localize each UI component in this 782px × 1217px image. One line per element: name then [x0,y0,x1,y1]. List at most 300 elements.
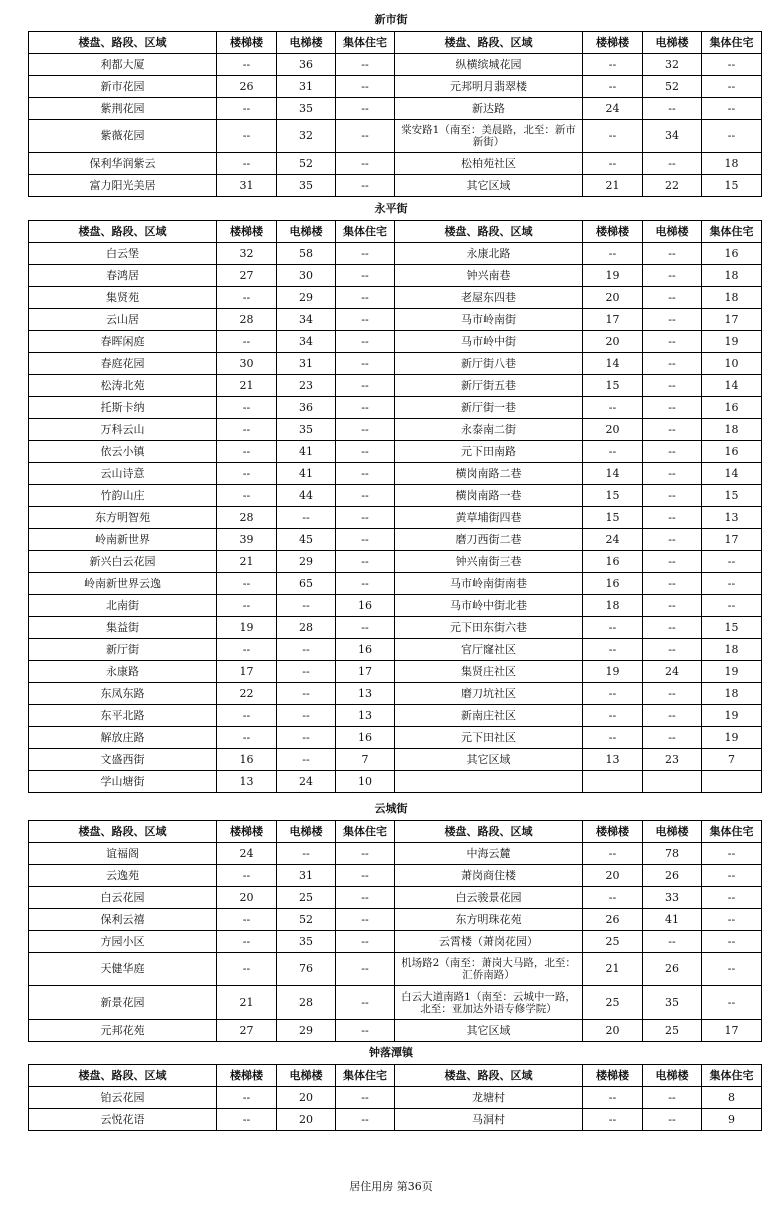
data-table [28,220,762,793]
price-cell: -- [583,887,643,909]
table-row [29,397,762,419]
price-cell: 23 [277,375,336,397]
price-cell: -- [643,419,702,441]
area-name-cell: 新景花园 [29,986,217,1020]
area-name-cell: 磨刀西街二巷 [395,529,583,551]
price-cell: 18 [702,265,762,287]
price-cell: -- [336,375,395,397]
price-cell: 20 [217,887,277,909]
area-name-cell: 利都大厦 [29,54,217,76]
area-name-cell: 岭南新世界 [29,529,217,551]
price-cell: -- [643,353,702,375]
table-row [29,617,762,639]
price-cell: -- [336,265,395,287]
price-cell: 76 [277,953,336,986]
price-cell: 31 [277,76,336,98]
table-row [29,1020,762,1042]
price-cell: 36 [277,397,336,419]
price-cell: -- [583,441,643,463]
table-row [29,573,762,595]
price-cell: 16 [336,727,395,749]
price-cell: -- [217,705,277,727]
price-cell: -- [702,909,762,931]
area-name-cell: 紫荆花园 [29,98,217,120]
table-row [29,986,762,1020]
price-cell: 15 [583,485,643,507]
price-cell: 7 [336,749,395,771]
table-row [29,529,762,551]
price-cell: -- [643,529,702,551]
column-header: 电梯楼 [277,32,336,54]
area-name-cell: 托斯卡纳 [29,397,217,419]
column-header: 电梯楼 [277,221,336,243]
price-cell: -- [336,931,395,953]
price-cell: -- [336,331,395,353]
table-row [29,931,762,953]
price-cell: 13 [583,749,643,771]
price-cell: 20 [583,331,643,353]
area-name-cell: 永康北路 [395,243,583,265]
price-cell: -- [336,54,395,76]
price-cell: 41 [277,441,336,463]
area-name-cell: 新兴白云花园 [29,551,217,573]
area-name-cell: 集贤苑 [29,287,217,309]
area-name-cell: 云山诗意 [29,463,217,485]
table-row [29,683,762,705]
price-cell: -- [583,120,643,153]
price-cell: -- [643,463,702,485]
price-cell: -- [336,617,395,639]
area-name-cell: 中海云麓 [395,843,583,865]
price-cell: -- [643,1087,702,1109]
area-name-cell: 云霄楼（萧岗花园） [395,931,583,953]
price-cell: -- [643,309,702,331]
table-row [29,771,762,793]
price-cell: 30 [217,353,277,375]
price-cell: -- [643,683,702,705]
table-row [29,887,762,909]
price-cell: -- [643,265,702,287]
price-cell: 10 [336,771,395,793]
price-cell: 21 [217,375,277,397]
price-cell: -- [277,507,336,529]
price-cell: -- [277,683,336,705]
price-cell: -- [583,76,643,98]
price-cell: 35 [277,175,336,197]
price-cell: -- [702,120,762,153]
area-name-cell: 东凤东路 [29,683,217,705]
price-cell: 15 [702,175,762,197]
table-row [29,639,762,661]
area-name-cell: 其它区域 [395,749,583,771]
price-cell: -- [583,639,643,661]
column-header: 集体住宅 [702,32,762,54]
price-cell: 16 [583,551,643,573]
price-cell: -- [643,931,702,953]
table-row [29,661,762,683]
price-cell: -- [702,865,762,887]
price-cell: -- [702,98,762,120]
price-cell: 17 [217,661,277,683]
column-header: 楼盘、路段、区域 [29,1065,217,1087]
price-cell: -- [277,661,336,683]
price-cell [643,771,702,793]
area-name-cell: 保利华润紫云 [29,153,217,175]
section-title: 云城街 [374,802,408,815]
price-cell: -- [702,551,762,573]
price-cell: -- [583,843,643,865]
column-header: 楼梯楼 [217,1065,277,1087]
table-row [29,953,762,986]
page-footer: 居住用房 第36页 [349,1180,433,1193]
price-cell: 13 [217,771,277,793]
price-cell: -- [217,331,277,353]
area-name-cell: 岭南新世界云逸 [29,573,217,595]
price-cell: 15 [702,485,762,507]
column-header: 楼盘、路段、区域 [395,821,583,843]
price-cell: 19 [702,705,762,727]
price-cell: -- [277,705,336,727]
price-cell: 35 [643,986,702,1020]
area-name-cell: 新市花园 [29,76,217,98]
table-row [29,76,762,98]
area-name-cell: 钟兴南巷 [395,265,583,287]
price-cell: 31 [277,353,336,375]
area-name-cell: 东平北路 [29,705,217,727]
price-cell: 32 [217,243,277,265]
price-cell: -- [217,865,277,887]
column-header: 电梯楼 [643,1065,702,1087]
area-name-cell: 紫薇花园 [29,120,217,153]
price-cell: -- [583,1109,643,1131]
price-cell: 78 [643,843,702,865]
area-name-cell: 集益街 [29,617,217,639]
price-cell: 45 [277,529,336,551]
column-header: 楼盘、路段、区域 [29,221,217,243]
price-cell: -- [336,175,395,197]
area-name-cell: 云逸苑 [29,865,217,887]
price-cell: -- [217,953,277,986]
area-name-cell: 万科云山 [29,419,217,441]
price-cell: 25 [583,931,643,953]
price-cell: -- [643,331,702,353]
table-header-row [29,1065,762,1087]
area-name-cell: 钟兴南街三巷 [395,551,583,573]
table-row [29,175,762,197]
area-name-cell: 马市岭中街北巷 [395,595,583,617]
price-cell: 23 [643,749,702,771]
area-name-cell: 元下田东街六巷 [395,617,583,639]
table-row [29,727,762,749]
price-cell: 44 [277,485,336,507]
price-cell: -- [277,639,336,661]
area-name-cell: 春庭花园 [29,353,217,375]
price-cell: 31 [217,175,277,197]
price-cell: 19 [702,331,762,353]
table-row [29,419,762,441]
price-cell: -- [217,463,277,485]
price-cell: 16 [583,573,643,595]
price-cell: -- [217,909,277,931]
column-header: 集体住宅 [336,32,395,54]
price-cell: -- [583,153,643,175]
price-cell: -- [702,595,762,617]
price-cell: 17 [583,309,643,331]
price-cell: 14 [583,353,643,375]
column-header: 楼盘、路段、区域 [29,32,217,54]
area-name-cell: 元下田南路 [395,441,583,463]
price-cell: -- [336,353,395,375]
price-cell: 18 [702,683,762,705]
area-name-cell: 马市岭中街 [395,331,583,353]
price-cell: -- [583,683,643,705]
area-name-cell [395,771,583,793]
area-name-cell: 学山塘街 [29,771,217,793]
price-cell: 34 [277,331,336,353]
table-row [29,309,762,331]
column-header: 电梯楼 [643,221,702,243]
column-header: 电梯楼 [277,821,336,843]
price-cell: 31 [277,865,336,887]
data-table [28,820,762,1042]
price-cell: 19 [583,265,643,287]
area-name-cell: 松柏苑社区 [395,153,583,175]
price-cell: 58 [277,243,336,265]
area-name-cell: 其它区域 [395,175,583,197]
price-cell: 20 [583,1020,643,1042]
price-cell: -- [277,595,336,617]
price-cell: 19 [702,727,762,749]
price-cell: 52 [277,909,336,931]
area-name-cell: 新厅街一巷 [395,397,583,419]
area-name-cell: 云山居 [29,309,217,331]
price-cell: -- [583,617,643,639]
price-cell: 16 [217,749,277,771]
price-cell: 10 [702,353,762,375]
price-cell: 28 [217,309,277,331]
area-name-cell: 白云骏景花园 [395,887,583,909]
price-cell: -- [336,529,395,551]
price-cell: 15 [702,617,762,639]
price-cell: 32 [643,54,702,76]
price-cell: 21 [583,953,643,986]
price-cell: 21 [217,986,277,1020]
area-name-cell: 黄草埔街四巷 [395,507,583,529]
column-header: 楼梯楼 [217,32,277,54]
price-cell: 18 [702,639,762,661]
price-cell: 25 [277,887,336,909]
table-row [29,1109,762,1131]
price-cell: 26 [643,865,702,887]
area-name-cell: 元邦花苑 [29,1020,217,1042]
price-cell: 22 [643,175,702,197]
price-cell: 8 [702,1087,762,1109]
column-header: 电梯楼 [277,1065,336,1087]
price-cell: -- [217,727,277,749]
column-header: 集体住宅 [336,821,395,843]
table-row [29,507,762,529]
table-header-row [29,32,762,54]
area-name-cell: 天健华庭 [29,953,217,986]
area-name-cell: 云悦花语 [29,1109,217,1131]
table-row [29,749,762,771]
price-cell [702,771,762,793]
price-cell: -- [643,287,702,309]
price-cell: 15 [583,507,643,529]
table-row [29,331,762,353]
table-row [29,595,762,617]
table-row [29,441,762,463]
price-cell: -- [336,441,395,463]
price-cell: 16 [702,441,762,463]
table-row [29,265,762,287]
price-cell: -- [336,1087,395,1109]
price-cell: 65 [277,573,336,595]
price-cell: 16 [336,639,395,661]
area-name-cell: 白云堡 [29,243,217,265]
price-cell: -- [702,573,762,595]
area-name-cell: 东方明智苑 [29,507,217,529]
price-cell: -- [217,441,277,463]
price-cell: -- [217,153,277,175]
price-cell: -- [643,98,702,120]
column-header: 集体住宅 [702,821,762,843]
price-cell: 21 [217,551,277,573]
column-header: 集体住宅 [336,1065,395,1087]
table-row [29,463,762,485]
table-row [29,153,762,175]
column-header: 楼梯楼 [217,821,277,843]
price-cell: 25 [583,986,643,1020]
table-row [29,98,762,120]
price-cell: 29 [277,1020,336,1042]
price-cell: -- [217,595,277,617]
price-cell: -- [336,243,395,265]
price-cell: 35 [277,419,336,441]
price-cell: 28 [217,507,277,529]
price-cell: 34 [277,309,336,331]
price-cell: -- [217,1087,277,1109]
price-cell: 19 [702,661,762,683]
area-name-cell: 横岗南路一巷 [395,485,583,507]
price-cell: 25 [643,1020,702,1042]
area-name-cell: 新厅街八巷 [395,353,583,375]
price-cell: 26 [583,909,643,931]
area-name-cell: 依云小镇 [29,441,217,463]
price-cell: 32 [277,120,336,153]
table-row [29,1087,762,1109]
price-cell: 18 [702,287,762,309]
price-cell: -- [643,243,702,265]
price-cell: 29 [277,551,336,573]
table-row [29,485,762,507]
price-cell: 24 [583,529,643,551]
price-cell: -- [336,507,395,529]
price-cell: -- [643,705,702,727]
price-cell: -- [643,551,702,573]
area-name-cell: 萧岗商住楼 [395,865,583,887]
area-name-cell: 新南庄社区 [395,705,583,727]
area-name-cell: 春晖闲庭 [29,331,217,353]
price-cell: 27 [217,1020,277,1042]
price-cell: 13 [702,507,762,529]
price-cell: -- [702,76,762,98]
area-name-cell: 马洞村 [395,1109,583,1131]
area-name-cell: 机场路2（南至：萧岗大马路，北至：汇侨南路） [395,953,583,986]
table-row [29,865,762,887]
price-cell: -- [217,54,277,76]
column-header: 电梯楼 [643,32,702,54]
price-cell: -- [583,727,643,749]
price-cell: 52 [277,153,336,175]
price-cell: -- [336,1109,395,1131]
price-cell: -- [643,375,702,397]
price-cell: 13 [336,705,395,727]
price-cell: 17 [702,1020,762,1042]
price-cell: -- [336,153,395,175]
price-cell: 28 [277,986,336,1020]
price-cell: -- [217,485,277,507]
area-name-cell: 谊福阁 [29,843,217,865]
price-cell: 21 [583,175,643,197]
price-cell: 24 [217,843,277,865]
price-cell: 9 [702,1109,762,1131]
price-cell: 17 [702,529,762,551]
price-cell: 16 [336,595,395,617]
price-cell: 16 [702,243,762,265]
table-row [29,287,762,309]
price-cell: -- [643,485,702,507]
price-cell [583,771,643,793]
table-row [29,909,762,931]
area-name-cell: 东方明珠花苑 [395,909,583,931]
price-cell: 36 [277,54,336,76]
column-header: 集体住宅 [702,221,762,243]
price-cell: -- [336,76,395,98]
section-title: 钟落潭镇 [369,1046,413,1059]
price-cell: 17 [336,661,395,683]
price-cell: -- [217,419,277,441]
price-cell: 14 [583,463,643,485]
table-row [29,120,762,153]
price-cell: 34 [643,120,702,153]
price-cell: -- [702,887,762,909]
price-cell: 22 [217,683,277,705]
price-cell: 14 [702,463,762,485]
price-cell: 35 [277,98,336,120]
column-header: 楼盘、路段、区域 [395,32,583,54]
area-name-cell: 铂云花园 [29,1087,217,1109]
table-row [29,843,762,865]
price-cell: -- [277,749,336,771]
price-cell: 24 [643,661,702,683]
price-cell: -- [583,1087,643,1109]
price-cell: 35 [277,931,336,953]
column-header: 楼盘、路段、区域 [395,1065,583,1087]
price-cell: -- [702,953,762,986]
price-cell: 30 [277,265,336,287]
price-cell: -- [217,931,277,953]
price-cell: 19 [583,661,643,683]
price-cell: -- [336,98,395,120]
area-name-cell: 纵横缤城花园 [395,54,583,76]
price-cell: -- [336,887,395,909]
price-cell: -- [217,573,277,595]
price-cell: -- [336,397,395,419]
price-cell: -- [643,1109,702,1131]
area-name-cell: 棠安路1（南至：美晨路，北至：新市新街） [395,120,583,153]
area-name-cell: 松涛北苑 [29,375,217,397]
